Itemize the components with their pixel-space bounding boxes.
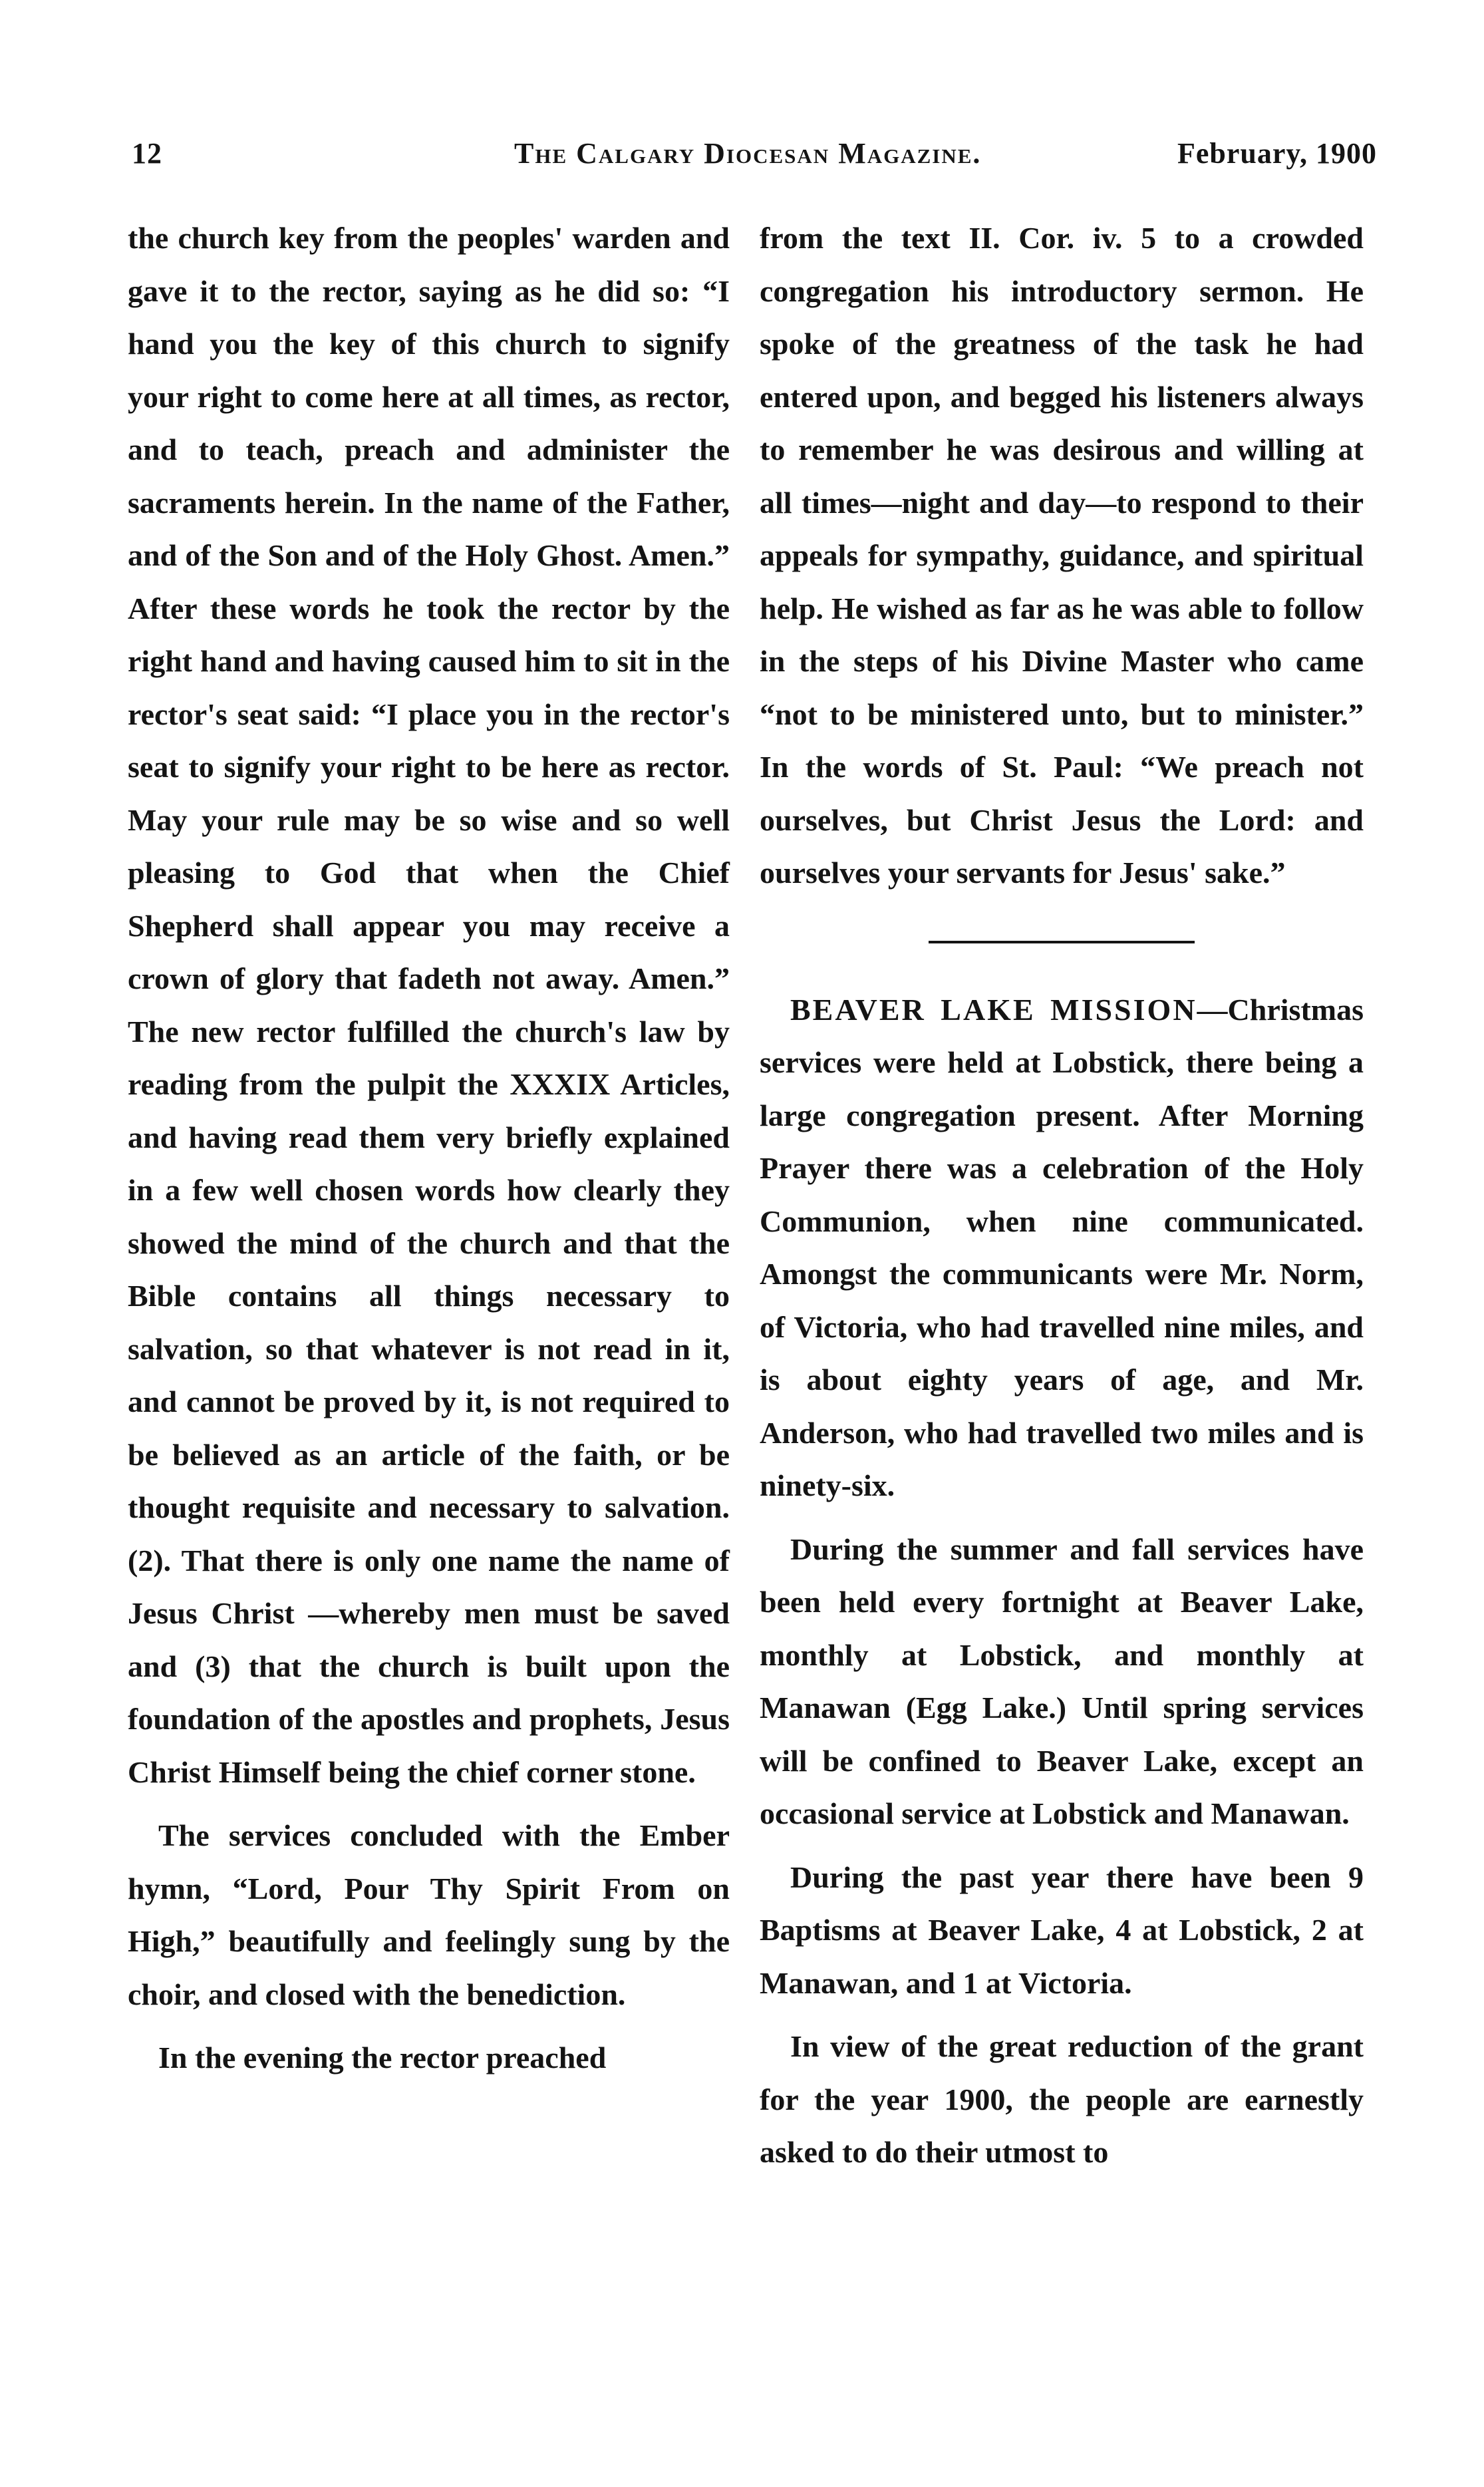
magazine-title: The Calgary Diocesan Magazine. — [514, 137, 982, 170]
page-header — [132, 136, 1377, 183]
right-paragraph-1: from the text II. Cor. iv. 5 to a crowded congregation his introductory sermon. He spoke of the greatness of the task he had entered upon, and begged his listeners always to remember he was desirous and willing at all times—night and day—to respond to their appeals for sympathy, guidance, and spiritual help. He wished as far as he was able to follow in the steps of his Divine Master who came “not to be ministered unto, but to minister.” In the words of St. Paul: “We preach not ourselves, but Christ Jesus the Lord: and ourselves your servants for Jesus' sake.” — [760, 221, 1364, 890]
section-heading: BEAVER LAKE MISSION — [790, 992, 1197, 1027]
right-column — [760, 212, 1364, 2179]
section-divider — [929, 941, 1195, 943]
right-paragraph-2 — [760, 983, 1364, 1512]
right-paragraph-3: During the summer and fall services have been held every fortnight at Beaver Lake, monthly at Lobstick, and monthly at Manawan (Egg Lake.) Until spring services will be confined to Beaver Lake, except an occasional service at Lobstick and Manawan. — [760, 1532, 1364, 1830]
left-paragraph-1: the church key from the peoples' warden and gave it to the rector, saying as he did so: “I hand you the key of this church to signify your right to come here at all times, as rector, and to teach, preach and administer the sacraments herein. In the name of the Father, and of the Son and of the Holy Ghost. Amen.” After these words he took the rector by the right hand and having caused him to sit in the rector's seat said: “I place you in the rector's seat to signify your right to be here as rector. May your rule may be so wise and so well pleasing to God that when the Chief Shepherd shall appear you may receive a crown of glory that fadeth not away. Amen.” The new rector fulfilled the church's law by reading from the pulpit the XXXIX Articles, and having read them very briefly explained in a few well chosen words how clearly they showed the mind of the church and that the Bible contains all things necessary to salvation, so that whatever is not read in it, and cannot be proved by it, is not required to be believed as an article of the faith, or be thought requisite and necessary to salvation. (2). That there is only one name the name of Jesus Christ —whereby men must be saved and (3) that the church is built upon the foundation of the apostles and prophets, Jesus Christ Himself being the chief corner stone. — [128, 221, 730, 1789]
page-number: 12 — [132, 137, 162, 170]
issue-date: February, 1900 — [1177, 137, 1377, 170]
section-dash: — — [1197, 992, 1228, 1027]
left-paragraph-3: In the evening the rector preached — [158, 2041, 607, 2074]
right-paragraph-4: During the past year there have been 9 Baptisms at Beaver Lake, 4 at Lobstick, 2 at Manawan, and 1 at Victoria. — [760, 1860, 1364, 2000]
right-paragraph-5: In view of the great reduction of the grant for the year 1900, the people are earnestly asked to do their utmost to — [760, 2029, 1364, 2169]
left-paragraph-2: The services concluded with the Ember hymn, “Lord, Pour Thy Spirit From on High,” beautifully and feelingly sung by the choir, and closed with the benediction. — [128, 1818, 730, 2011]
left-column — [128, 212, 730, 2084]
right-paragraph-2-text: Christmas services were held at Lobstick, there being a large congregation present. After Morning Prayer there was a celebration of the Holy Communion, when nine communicated. Amongst the communicants were Mr. Norm, of Victoria, who had travelled nine miles, and is about eighty years of age, and Mr. Anderson, who had travelled two miles and is ninety-six. — [760, 992, 1364, 1502]
